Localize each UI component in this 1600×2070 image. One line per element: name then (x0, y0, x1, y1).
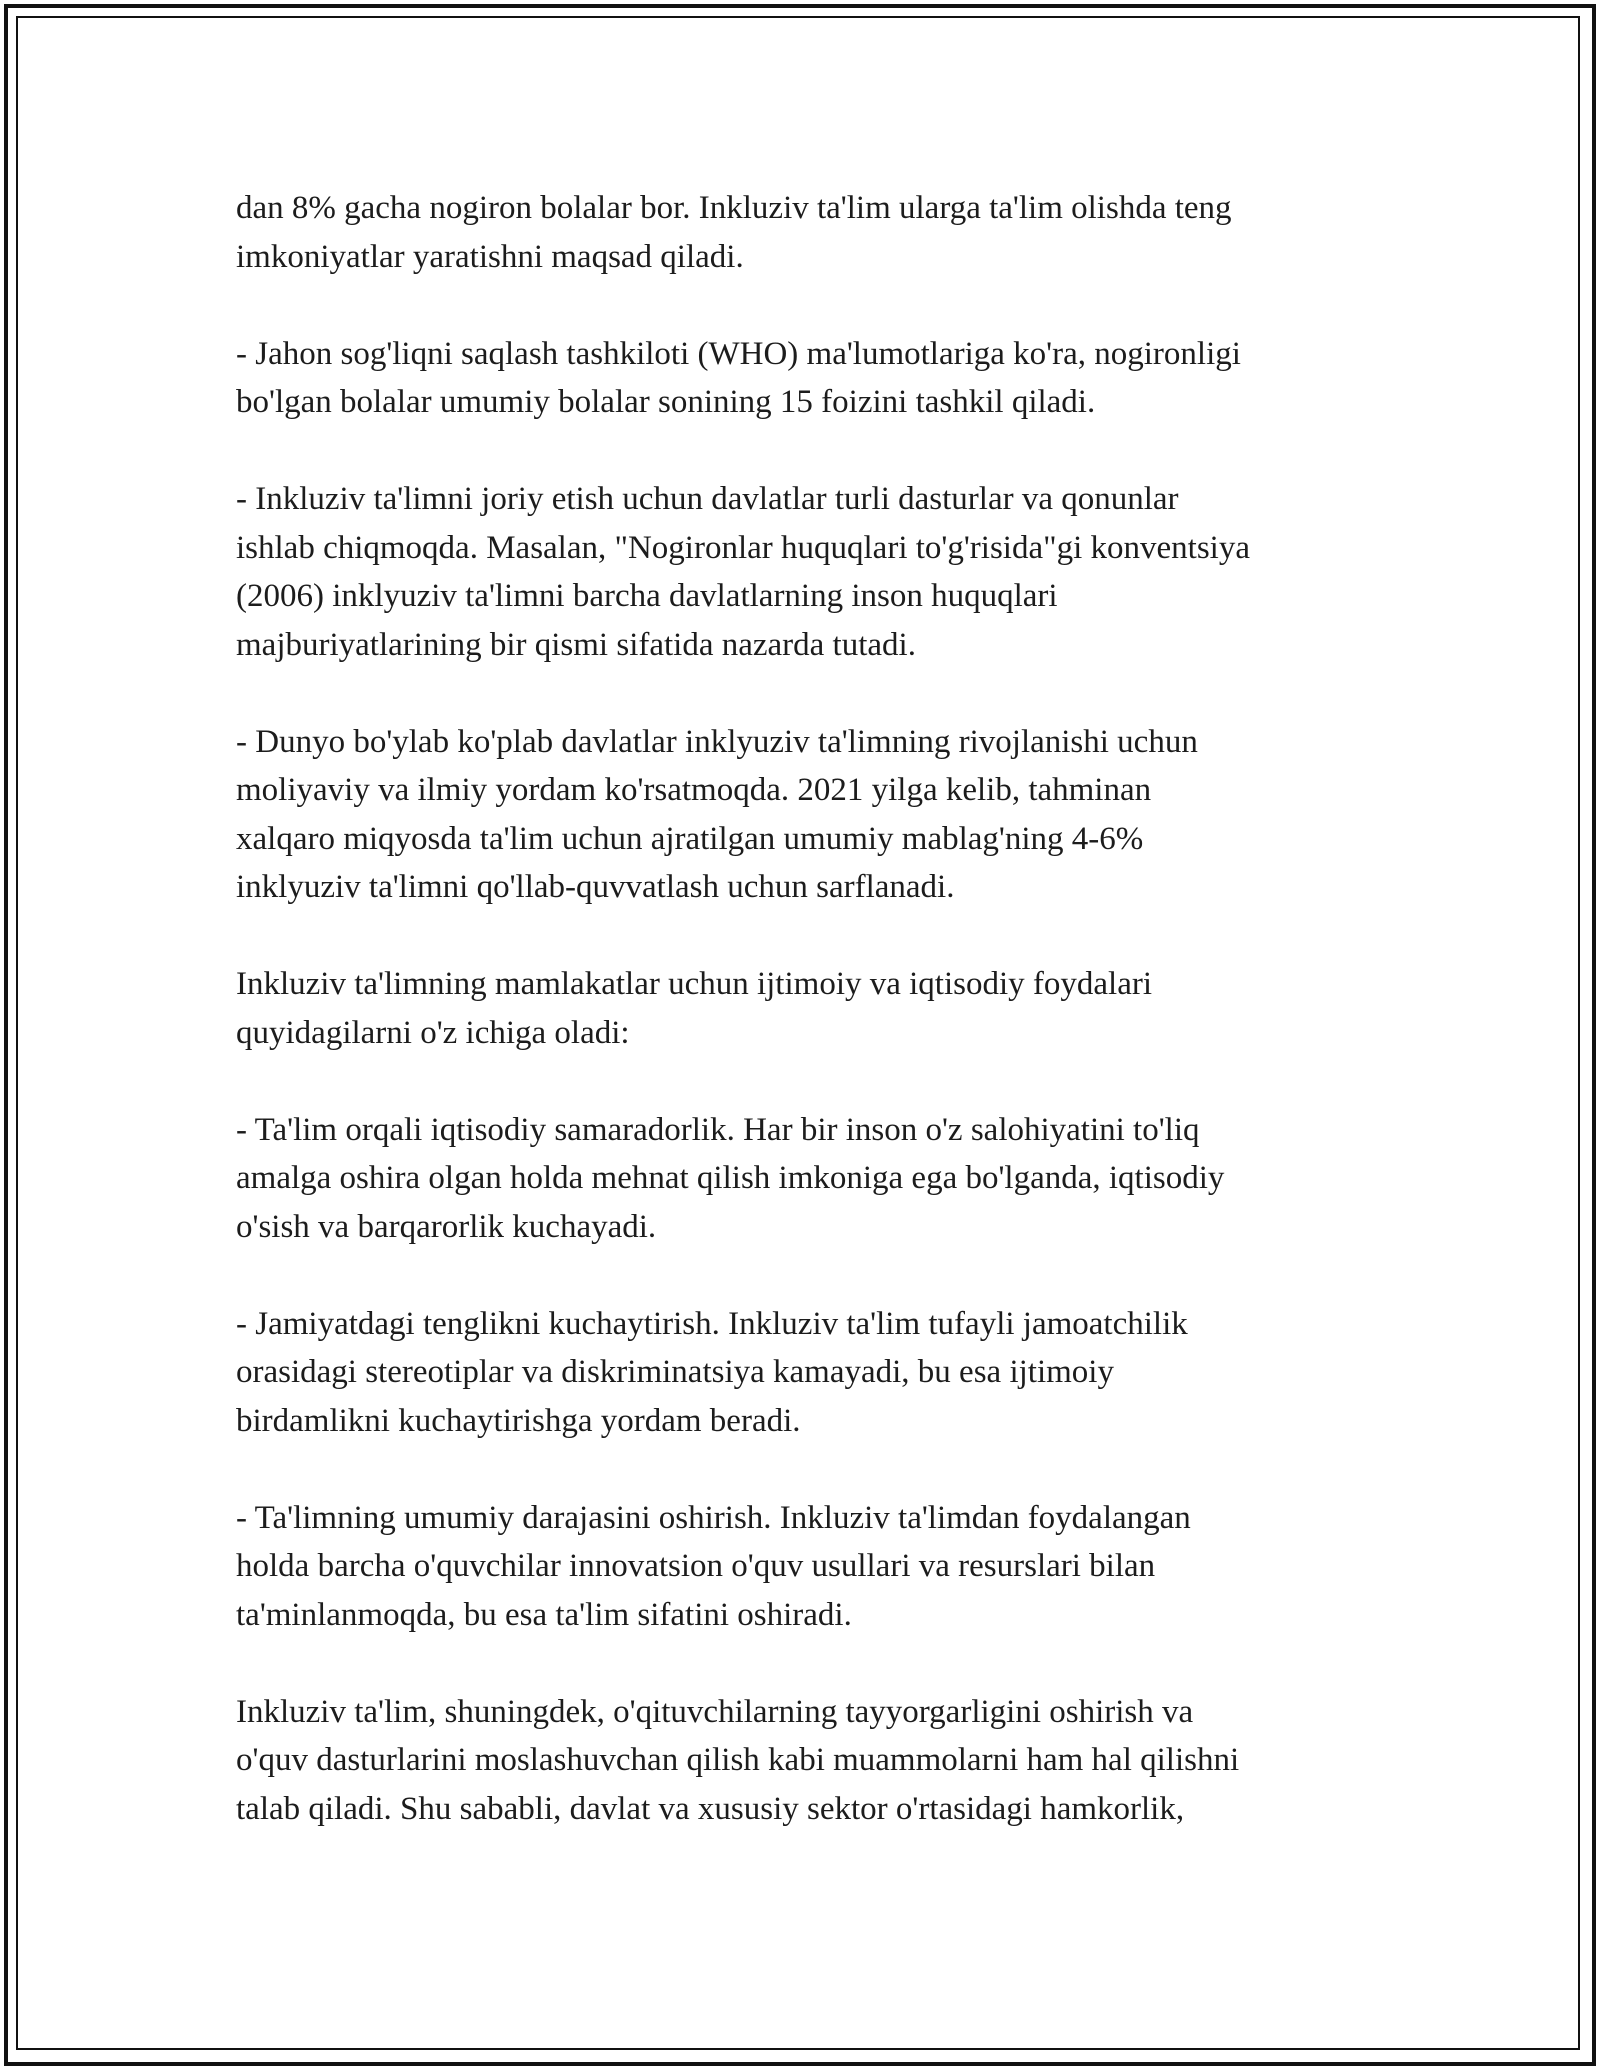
paragraph (236, 718, 1366, 912)
text-line: Inkluziv ta'lim, shuningdek, o'qituvchilarning tayyorgarligini oshirish va (236, 1693, 1194, 1730)
paragraph (236, 184, 1366, 281)
text-line: - Jahon sog'liqni saqlash tashkiloti (WHO) ma'lumotlariga ko'ra, nogironligi (236, 335, 1241, 372)
paragraph (236, 1494, 1366, 1640)
text-line: Inkluziv ta'limning mamlakatlar uchun ijtimoiy va iqtisodiy foydalari (236, 966, 1153, 1002)
paragraph (236, 1688, 1366, 1834)
text-line: - Ta'limning umumiy darajasini oshirish. Inkluziv ta'limdan foydalangan (236, 1499, 1191, 1536)
text-line: ishlab chiqmoqda. Masalan, "Nogironlar huquqlari to'g'risida"gi konventsiya (236, 529, 1250, 566)
text-line: - Dunyo bo'ylab ko'plab davlatlar inklyuziv ta'limning rivojlanishi uchun (236, 723, 1198, 760)
text-line: o'quv dasturlarini moslashuvchan qilish kabi muammolarni ham hal qilishni (236, 1742, 1240, 1778)
text-line: majburiyatlarining bir qismi sifatida nazarda tutadi. (236, 626, 916, 663)
text-line: ta'minlanmoqda, bu esa ta'lim sifatini oshiradi. (236, 1596, 852, 1633)
text-line: dan 8% gacha nogiron bolalar bor. Inkluziv ta'lim ularga ta'lim olishda teng (236, 190, 1232, 226)
text-line: amalga oshira olgan holda mehnat qilish imkoniga ega bo'lganda, iqtisodiy (236, 1160, 1225, 1196)
document-body (236, 184, 1366, 1833)
text-line: xalqaro miqyosda ta'lim uchun ajratilgan umumiy mablag'ning 4-6% (236, 820, 1144, 857)
text-line: talab qiladi. Shu sababli, davlat va xususiy sektor o'rtasidagi hamkorlik, (236, 1790, 1185, 1827)
text-line: quyidagilarni o'z ichiga oladi: (236, 1014, 630, 1051)
paragraph (236, 1106, 1366, 1252)
paragraph (236, 475, 1366, 669)
text-line: inklyuziv ta'limni qo'llab-quvvatlash uchun sarflanadi. (236, 869, 955, 905)
text-line: (2006) inklyuziv ta'limni barcha davlatlarning inson huquqlari (236, 578, 1058, 614)
text-line: holda barcha o'quvchilar innovatsion o'quv usullari va resurslari bilan (236, 1548, 1156, 1584)
text-line: orasidagi stereotiplar va diskriminatsiya kamayadi, bu esa ijtimoiy (236, 1354, 1114, 1390)
paragraph (236, 1300, 1366, 1446)
text-line: moliyaviy va ilmiy yordam ko'rsatmoqda. 2021 yilga kelib, tahminan (236, 772, 1152, 808)
text-line: - Inkluziv ta'limni joriy etish uchun davlatlar turli dasturlar va qonunlar (236, 481, 1179, 517)
text-line: imkoniyatlar yaratishni maqsad qiladi. (236, 238, 744, 275)
paragraph (236, 960, 1366, 1057)
text-line: - Ta'lim orqali iqtisodiy samaradorlik. Har bir inson o'z salohiyatini to'liq (236, 1111, 1200, 1148)
paragraph (236, 330, 1366, 427)
text-line: bo'lgan bolalar umumiy bolalar sonining 15 foizini tashkil qiladi. (236, 384, 1096, 420)
text-line: - Jamiyatdagi tenglikni kuchaytirish. Inkluziv ta'lim tufayli jamoatchilik (236, 1305, 1188, 1342)
text-line: birdamlikni kuchaytirishga yordam beradi. (236, 1402, 801, 1439)
text-line: o'sish va barqarorlik kuchayadi. (236, 1208, 657, 1245)
